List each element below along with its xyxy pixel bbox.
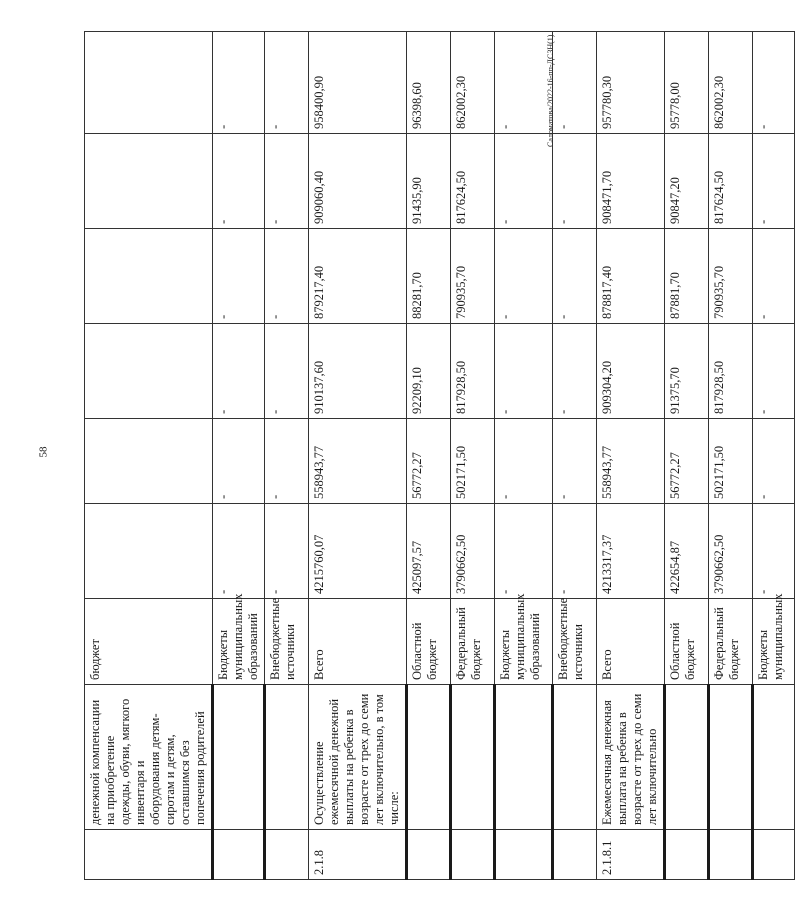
value-cell: 910137,60 xyxy=(309,324,407,419)
value-cell: 425097,57 xyxy=(407,504,451,599)
item-number-cell xyxy=(407,830,451,880)
table-row xyxy=(407,32,451,880)
value-cell: 817624,50 xyxy=(451,134,495,229)
item-number-cell xyxy=(709,830,753,880)
table-row xyxy=(85,32,213,880)
funding-source-cell: Внебюджетные источники xyxy=(265,599,309,685)
table-row xyxy=(451,32,495,880)
value-cell: 4213317,37 xyxy=(597,504,665,599)
value-cell: 4215760,07 xyxy=(309,504,407,599)
value-cell: - xyxy=(553,504,597,599)
value-cell: 422654,87 xyxy=(665,504,709,599)
value-cell: - xyxy=(213,419,265,504)
value-cell: 862002,30 xyxy=(451,32,495,134)
table-row xyxy=(553,32,597,880)
item-number-cell xyxy=(753,830,795,880)
value-cell: 91435,90 xyxy=(407,134,451,229)
value-cell: 88281,70 xyxy=(407,229,451,324)
value-cell: - xyxy=(265,419,309,504)
table-row xyxy=(709,32,753,880)
value-cell: 502171,50 xyxy=(451,419,495,504)
funding-source-cell: бюджет xyxy=(85,599,213,685)
funding-source-cell: Областной бюджет xyxy=(665,599,709,685)
item-name-cell xyxy=(553,685,597,830)
value-cell: 90847,20 xyxy=(665,134,709,229)
funding-source-cell: Бюджеты муниципальных образований xyxy=(495,599,553,685)
item-name-cell xyxy=(451,685,495,830)
item-number-cell: 2.1.8 xyxy=(309,830,407,880)
value-cell: 91375,70 xyxy=(665,324,709,419)
value-cell: - xyxy=(495,32,553,134)
value-cell: - xyxy=(213,134,265,229)
item-name-cell xyxy=(709,685,753,830)
value-cell: - xyxy=(495,504,553,599)
item-name-cell: Ежемесячная денежная выплата на ребенка в возрасте от трех до семи лет включительно xyxy=(597,685,665,830)
funding-source-cell: Всего xyxy=(309,599,407,685)
value-cell: - xyxy=(495,229,553,324)
funding-source-cell: Областной бюджет xyxy=(407,599,451,685)
item-name-cell xyxy=(407,685,451,830)
value-cell: 958400,90 xyxy=(309,32,407,134)
document-id: Саломатова/2022-16-пп-ДСЗН(1) xyxy=(546,34,555,147)
value-cell: - xyxy=(495,324,553,419)
item-number-cell xyxy=(495,830,553,880)
item-name-cell xyxy=(265,685,309,830)
value-cell: 87881,70 xyxy=(665,229,709,324)
value-cell: 957780,30 xyxy=(597,32,665,134)
value-cell xyxy=(85,419,213,504)
value-cell: 502171,50 xyxy=(709,419,753,504)
value-cell: - xyxy=(265,32,309,134)
value-cell: - xyxy=(213,324,265,419)
value-cell: - xyxy=(753,134,795,229)
item-name-cell xyxy=(753,685,795,830)
value-cell xyxy=(85,229,213,324)
item-number-cell xyxy=(553,830,597,880)
value-cell: 878817,40 xyxy=(597,229,665,324)
page-number: 58 xyxy=(37,446,50,458)
value-cell: 96398,60 xyxy=(407,32,451,134)
value-cell: 817624,50 xyxy=(709,134,753,229)
value-cell: - xyxy=(553,32,597,134)
value-cell: - xyxy=(265,134,309,229)
value-cell: 817928,50 xyxy=(709,324,753,419)
item-name-cell xyxy=(213,685,265,830)
value-cell xyxy=(85,32,213,134)
table-row xyxy=(213,32,265,880)
value-cell: - xyxy=(265,324,309,419)
item-number-cell xyxy=(265,830,309,880)
budget-table xyxy=(84,31,795,880)
table-row xyxy=(665,32,709,880)
value-cell: 56772,27 xyxy=(407,419,451,504)
value-cell: - xyxy=(213,504,265,599)
value-cell: - xyxy=(495,134,553,229)
table-row xyxy=(495,32,553,880)
item-name-cell xyxy=(495,685,553,830)
value-cell: 558943,77 xyxy=(597,419,665,504)
funding-source-cell: Бюджеты муниципальных образований xyxy=(213,599,265,685)
table-row xyxy=(597,32,665,880)
table-row xyxy=(753,32,795,880)
value-cell: 56772,27 xyxy=(665,419,709,504)
value-cell: 908471,70 xyxy=(597,134,665,229)
value-cell: 558943,77 xyxy=(309,419,407,504)
value-cell: - xyxy=(495,419,553,504)
value-cell: 3790662,50 xyxy=(451,504,495,599)
value-cell: - xyxy=(553,229,597,324)
value-cell: 817928,50 xyxy=(451,324,495,419)
funding-source-cell: Федеральный бюджет xyxy=(451,599,495,685)
value-cell: - xyxy=(265,504,309,599)
value-cell: - xyxy=(753,419,795,504)
value-cell: - xyxy=(553,419,597,504)
rotated-table-container xyxy=(84,32,785,880)
table-row xyxy=(265,32,309,880)
value-cell: 790935,70 xyxy=(709,229,753,324)
value-cell xyxy=(85,504,213,599)
value-cell: - xyxy=(753,324,795,419)
value-cell xyxy=(85,324,213,419)
value-cell: 879217,40 xyxy=(309,229,407,324)
table-body xyxy=(85,32,795,880)
value-cell: 909304,20 xyxy=(597,324,665,419)
value-cell: - xyxy=(213,32,265,134)
item-number-cell xyxy=(665,830,709,880)
value-cell: 862002,30 xyxy=(709,32,753,134)
item-number-cell xyxy=(451,830,495,880)
value-cell: 92209,10 xyxy=(407,324,451,419)
item-name-cell: денежной компенсации на приобретение одежды, обуви, мягкого инвентаря и оборудования детям-сиротам и детям, оставшимся без попечения родителей xyxy=(85,685,213,830)
value-cell: - xyxy=(753,229,795,324)
item-name-cell: Осуществление ежемесячной денежной выплаты на ребенка в возрасте от трех до семи лет включительно, в том числе: xyxy=(309,685,407,830)
item-number-cell xyxy=(213,830,265,880)
value-cell xyxy=(85,134,213,229)
value-cell: - xyxy=(213,229,265,324)
value-cell: - xyxy=(265,229,309,324)
item-name-cell xyxy=(665,685,709,830)
item-number-cell: 2.1.8.1 xyxy=(597,830,665,880)
value-cell: - xyxy=(753,504,795,599)
value-cell: - xyxy=(553,324,597,419)
funding-source-cell: Бюджеты муниципальных xyxy=(753,599,795,685)
value-cell: 3790662,50 xyxy=(709,504,753,599)
value-cell: 95778,00 xyxy=(665,32,709,134)
value-cell: 790935,70 xyxy=(451,229,495,324)
funding-source-cell: Федеральный бюджет xyxy=(709,599,753,685)
value-cell: 909060,40 xyxy=(309,134,407,229)
table-row xyxy=(309,32,407,880)
value-cell: - xyxy=(553,134,597,229)
funding-source-cell: Внебюджетные источники xyxy=(553,599,597,685)
value-cell: - xyxy=(753,32,795,134)
funding-source-cell: Всего xyxy=(597,599,665,685)
item-number-cell xyxy=(85,830,213,880)
